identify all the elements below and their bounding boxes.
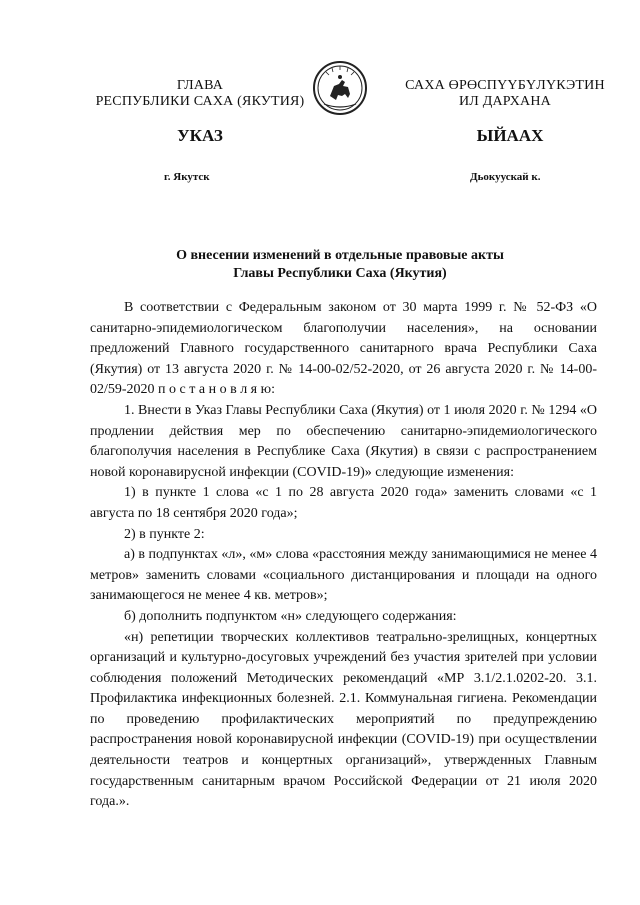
- issuer-ru-line2: РЕСПУБЛИКИ САХА (ЯКУТИЯ): [95, 94, 305, 109]
- paragraph-subitem-2: 2) в пункте 2:: [124, 526, 205, 542]
- paragraph-preamble: В соответствии с Федеральным законом от 30 марта 1999 г. № 52-ФЗ «О санитарно-эпидемиологическом благополучии населения», на основании предложений Главного государственного санитарного врача Республики Саха (Якутия) от 13 августа 2020 г. № 14-00-02/52-2020, от 26 августа 2020 г. № 14-00-02/59-2020 п о с т а н о в л я ю:: [90, 300, 597, 398]
- paragraph-item-1: 1. Внести в Указ Главы Республики Саха (Якутия) от 1 июля 2020 г. № 1294 «О продлении действия мер по обеспечению санитарно-эпидемиологического благополучия населения в Республике Саха (Якутия) в связи с распространением новой коронавирусной инфекции (COVID-19)» следующие изменения:: [90, 402, 597, 480]
- document-title-line1: О внесении изменений в отдельные правовые акты: [176, 248, 504, 263]
- decree-title-sakha: ЫЙААХ: [476, 126, 544, 145]
- document-title: [100, 247, 580, 283]
- issuer-ru-line1: ГЛАВА: [176, 78, 224, 93]
- issuer-sakha-line2: ИЛ ДАРХАНА: [458, 94, 551, 109]
- document-body: [90, 298, 597, 813]
- city-ru: г. Якутск: [164, 171, 210, 183]
- paragraph-subitem-2a: а) в подпунктах «л», «м» слова «расстояния между занимающимися не менее 4 метров» заменить словами «социального дистанцирования и площади на одного занимающегося не менее 4 кв. метров»;: [90, 547, 597, 604]
- decree-title-ru: УКАЗ: [177, 126, 223, 145]
- coat-of-arms-icon: [312, 60, 368, 116]
- issuer-sakha-line1: САХА ӨРӨСПҮҮБҮЛҮКЭТИН: [405, 78, 605, 93]
- issuer-ru: [88, 78, 312, 110]
- paragraph-subitem-n: «н) репетиции творческих коллективов театрально-зрелищных, концертных организаций и культурно-досуговых учреждений без участия зрителей при условии соблюдения положений Методических рекомендаций «МР 3.1/2.1.0202-20. 3.1. Профилактика инфекционных болезней. 2.1. Коммунальная гигиена. Рекомендации по проведению профилактических мероприятий по предупреждению распространения новой коронавирусной инфекции (COVID-19) при осуществлении деятельности театров и концертных организаций», утвержденных Главным государственным санитарным врачом Российской Федерации от 21 июля 2020 года.».: [90, 629, 597, 810]
- paragraph-subitem-1: 1) в пункте 1 слова «с 1 по 28 августа 2020 года» заменить словами «с 1 августа по 18 сентября 2020 года»;: [90, 485, 597, 521]
- city-sakha: Дьокуускай к.: [470, 171, 541, 183]
- issuer-sakha: [398, 78, 612, 110]
- document-title-line2: Главы Республики Саха (Якутия): [233, 266, 447, 281]
- paragraph-subitem-2b: б) дополнить подпунктом «н» следующего содержания:: [124, 608, 457, 624]
